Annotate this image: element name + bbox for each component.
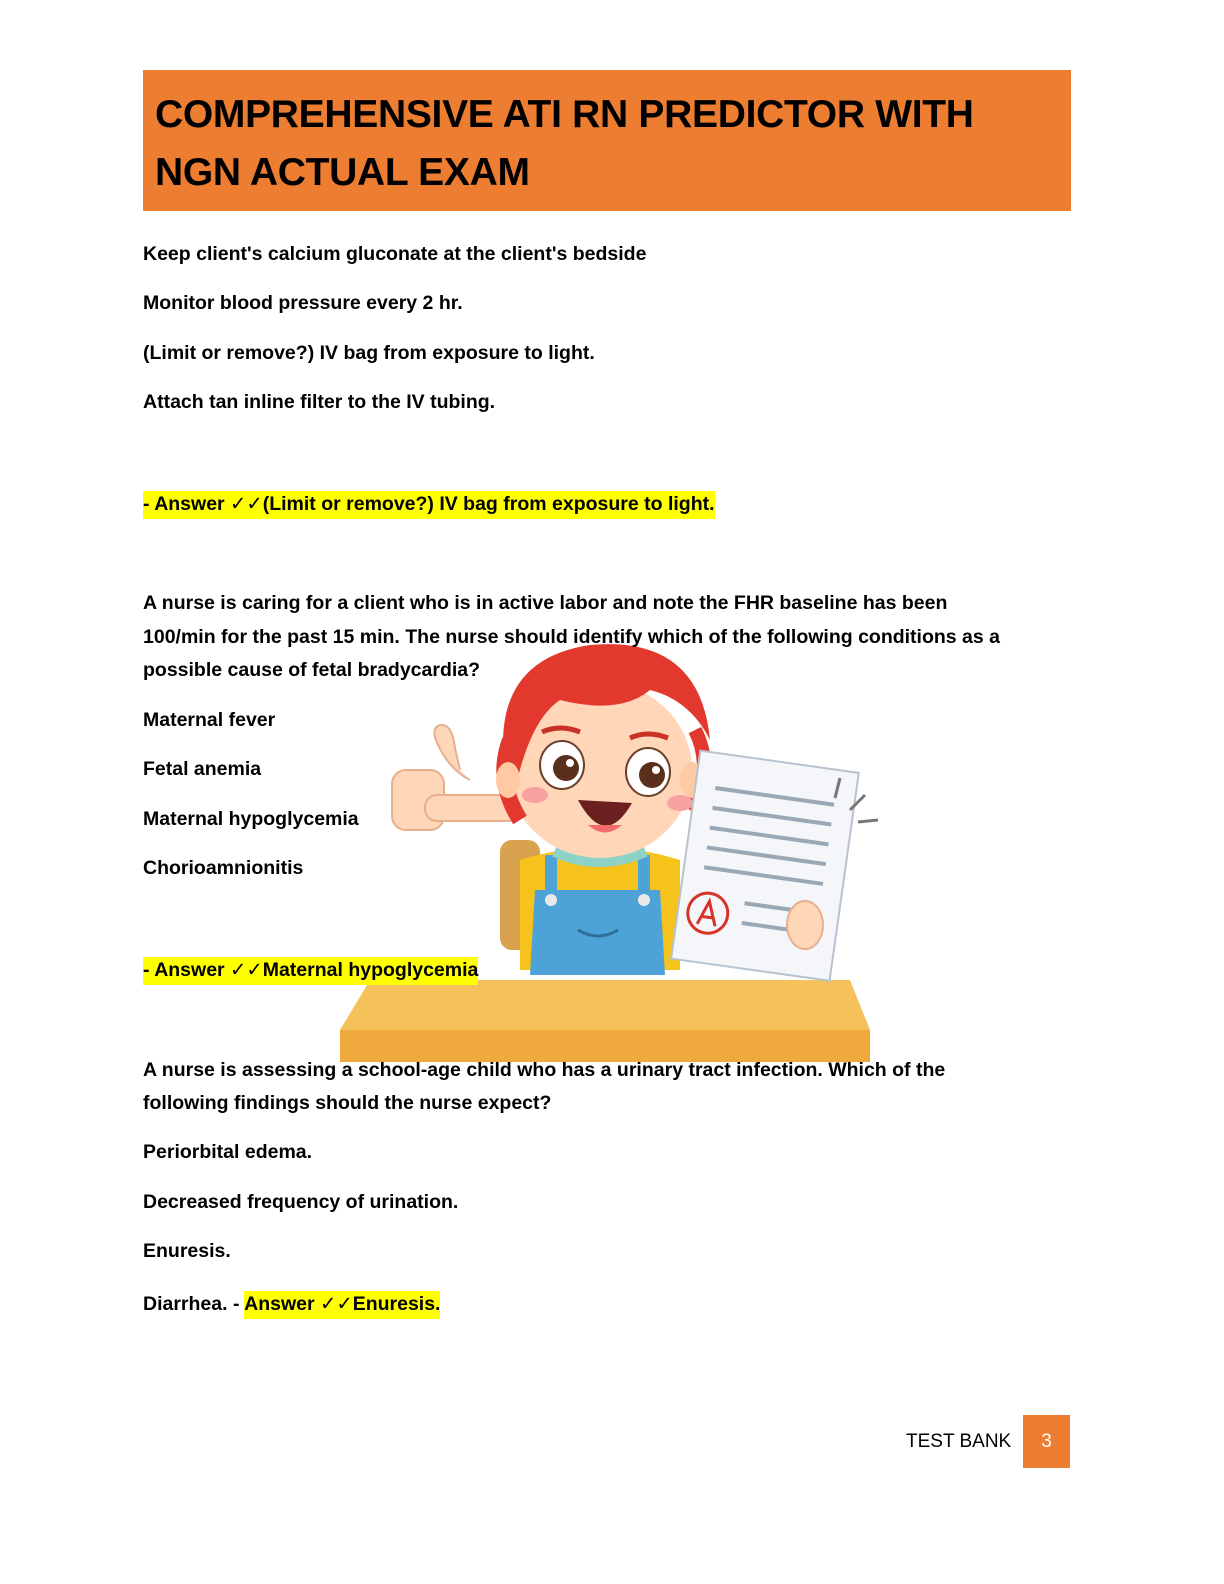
- q2-option-2: Fetal anemia: [143, 758, 262, 780]
- q2-stem-line-1: A nurse is caring for a client who is in active labor and note the FHR baseline has been: [143, 592, 948, 614]
- footer-label: TEST BANK: [906, 1431, 1012, 1452]
- q3-option-4-with-answer: [143, 1287, 440, 1321]
- page-number: 3: [1023, 1415, 1070, 1468]
- document-title-line-1: COMPREHENSIVE ATI RN PREDICTOR WITH: [155, 93, 974, 136]
- q2-answer: [143, 953, 478, 987]
- q3-option-2: Decreased frequency of urination.: [143, 1191, 459, 1213]
- q1-option-4: Attach tan inline filter to the IV tubing.: [143, 391, 496, 413]
- q2-option-4: Chorioamnionitis: [143, 857, 304, 879]
- q3-stem-line-1: A nurse is assessing a school-age child who has a urinary tract infection. Which of the: [143, 1059, 946, 1081]
- q2-answer-highlight: - Answer ✓✓Maternal hypoglycemia: [143, 957, 478, 985]
- q3-option-4: Diarrhea. -: [143, 1293, 245, 1315]
- child-with-test-paper-illustration: [330, 620, 890, 1070]
- title-banner: [143, 70, 1071, 211]
- q2-stem-line-2: 100/min for the past 15 min. The nurse should identify which of the following conditions as a: [143, 626, 1001, 648]
- q3-option-3: Enuresis.: [143, 1240, 231, 1262]
- q1-option-3: (Limit or remove?) IV bag from exposure to light.: [143, 342, 595, 364]
- q2-stem-line-3: possible cause of fetal bradycardia?: [143, 659, 481, 681]
- q3-answer-highlight: Answer ✓✓Enuresis.: [244, 1291, 440, 1319]
- q2-option-1: Maternal fever: [143, 709, 276, 731]
- q3-option-1: Periorbital edema.: [143, 1141, 313, 1163]
- q1-option-2: Monitor blood pressure every 2 hr.: [143, 292, 463, 314]
- document-title-line-2: NGN ACTUAL EXAM: [155, 151, 530, 194]
- q2-option-3: Maternal hypoglycemia: [143, 808, 359, 830]
- q3-stem-line-2: following findings should the nurse expect?: [143, 1092, 552, 1114]
- q1-option-1: Keep client's calcium gluconate at the client's bedside: [143, 243, 647, 265]
- q1-answer: [143, 487, 715, 521]
- q1-answer-highlight: - Answer ✓✓(Limit or remove?) IV bag from exposure to light.: [143, 491, 715, 519]
